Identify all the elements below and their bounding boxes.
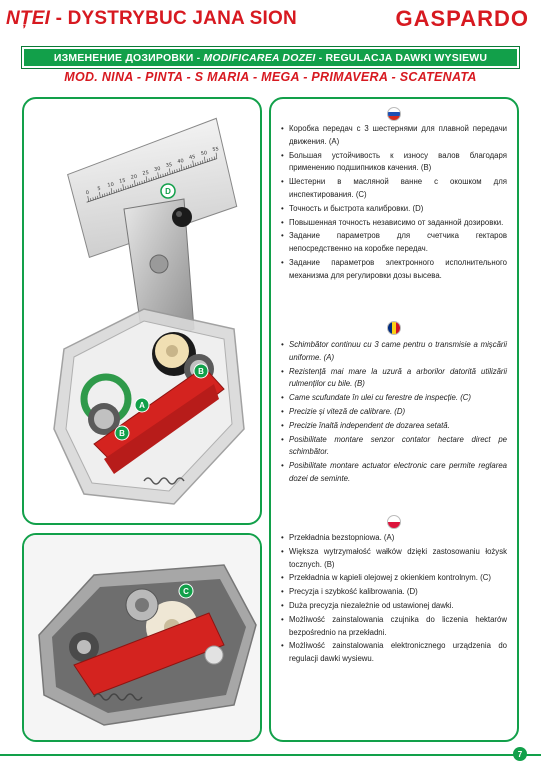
open-gearbox-illustration xyxy=(24,535,262,742)
section-heading-band xyxy=(22,47,519,68)
band-sep2: - xyxy=(315,51,326,64)
list-item: • Коробка передач с 3 шестернями для плавной передачи движения. (A) xyxy=(281,123,507,149)
list-item: • Повышенная точность независимо от заданной дозировки. xyxy=(281,217,507,230)
features-list-polish xyxy=(281,532,507,667)
list-item: • Задание параметров для счетчика гектаров непосредственно на коробке передач. xyxy=(281,230,507,256)
scale-number: 0 xyxy=(85,189,90,197)
list-item: • Precizie și viteză de calibrare. (D) xyxy=(281,406,507,419)
list-item: • Duża precyzja niezależnie od ustawionej dawki. xyxy=(281,600,507,613)
list-item: • Came scufundate în ulei cu ferestre de inspecție. (C) xyxy=(281,392,507,405)
callout-b-top xyxy=(194,364,208,378)
scale-number: 35 xyxy=(165,162,173,169)
feature-text-panel xyxy=(269,97,519,742)
band-ro: MODIFICAREA DOZEI xyxy=(203,51,316,64)
list-item: • Możliwość zainstalowania czujnika do liczenia hektarów bezpośrednio na przekładni. xyxy=(281,614,507,640)
svg-text:C: C xyxy=(183,587,189,596)
page-number: 7 xyxy=(513,747,527,761)
footer-rule xyxy=(0,754,541,756)
page-title-part1: NȚEI xyxy=(6,8,51,29)
list-item: • Точность и быстрота калибровки. (D) xyxy=(281,203,507,216)
scale-number: 10 xyxy=(107,181,115,189)
polish-flag-icon xyxy=(387,515,401,529)
svg-text:D: D xyxy=(165,187,171,196)
scale-number: 45 xyxy=(188,154,196,162)
list-item: • Posibilitate montare senzor contator hectare direct pe schimbător. xyxy=(281,434,507,460)
callout-a xyxy=(135,398,149,412)
band-pl: REGULACJA DAWKI WYSIEWU xyxy=(325,51,488,64)
photo-gearbox-with-scale xyxy=(22,97,262,525)
callout-d xyxy=(161,184,175,198)
list-item: • Precizie înaltă independent de dozarea setată. xyxy=(281,420,507,433)
svg-text:B: B xyxy=(198,367,204,376)
photo-open-gearbox xyxy=(22,533,262,742)
list-item: • Możliwość zainstalowania elektronicznego urządzenia do regulacji dawki wysiewu. xyxy=(281,640,507,666)
list-item: • Przekładnia bezstopniowa. (A) xyxy=(281,532,507,545)
page-title-part2: - DYSTRYBUC JANA SION xyxy=(50,8,297,29)
svg-text:B: B xyxy=(119,429,125,438)
callout-b-bottom xyxy=(115,426,129,440)
gaspardo-logo: GASPARDO xyxy=(395,6,529,31)
list-item: • Przekładnia w kąpieli olejowej z okienkiem kontrolnym. (C) xyxy=(281,572,507,585)
scale-number: 15 xyxy=(118,177,126,185)
list-item: • Posibilitate montare actuator electronic care permite reglarea dozei de seminte. xyxy=(281,460,507,486)
band-sep1: - xyxy=(193,51,204,64)
list-item: • Шестерни в масляной ванне с окошком для инспектирования. (C) xyxy=(281,176,507,202)
list-item: • Задание параметров электронного исполнительного механизма для регулировки дозы высева. xyxy=(281,257,507,283)
scale-number: 25 xyxy=(142,169,150,177)
list-item: • Precyzja i szybkość kalibrowania. (D) xyxy=(281,586,507,599)
russian-flag-icon xyxy=(387,107,401,121)
features-list-russian xyxy=(281,123,507,284)
features-list-romanian xyxy=(281,339,507,487)
scale-number: 5 xyxy=(97,185,102,193)
gearbox-illustration xyxy=(24,99,262,525)
page-title xyxy=(6,8,297,30)
models-line: MOD. NINA - PINTA - S MARIA - MEGA - PRIMAVERA - SCATENATA xyxy=(64,70,477,84)
list-item: • Большая устойчивость к износу валов благодаря применению подшипников качения. (B) xyxy=(281,150,507,176)
scale-number: 50 xyxy=(200,150,208,158)
scale-number: 55 xyxy=(212,146,220,154)
scale-number: 30 xyxy=(153,165,161,173)
scale-number: 40 xyxy=(177,158,185,165)
svg-text:A: A xyxy=(139,401,145,410)
list-item: • Schimbător continuu cu 3 came pentru o transmisie a mișcării uniforme. (A) xyxy=(281,339,507,365)
band-ru: ИЗМЕНЕНИЕ ДОЗИРОВКИ xyxy=(53,51,194,64)
list-item: • Większa wytrzymałość wałków dzięki zastosowaniu łożysk tocznych. (B) xyxy=(281,546,507,572)
list-item: • Rezistență mai mare la uzură a arborilor datorită utilizării rulmenților cu bile. (B) xyxy=(281,366,507,392)
scale-number: 20 xyxy=(130,173,138,181)
romanian-flag-icon xyxy=(387,321,401,335)
callout-c xyxy=(179,584,193,598)
